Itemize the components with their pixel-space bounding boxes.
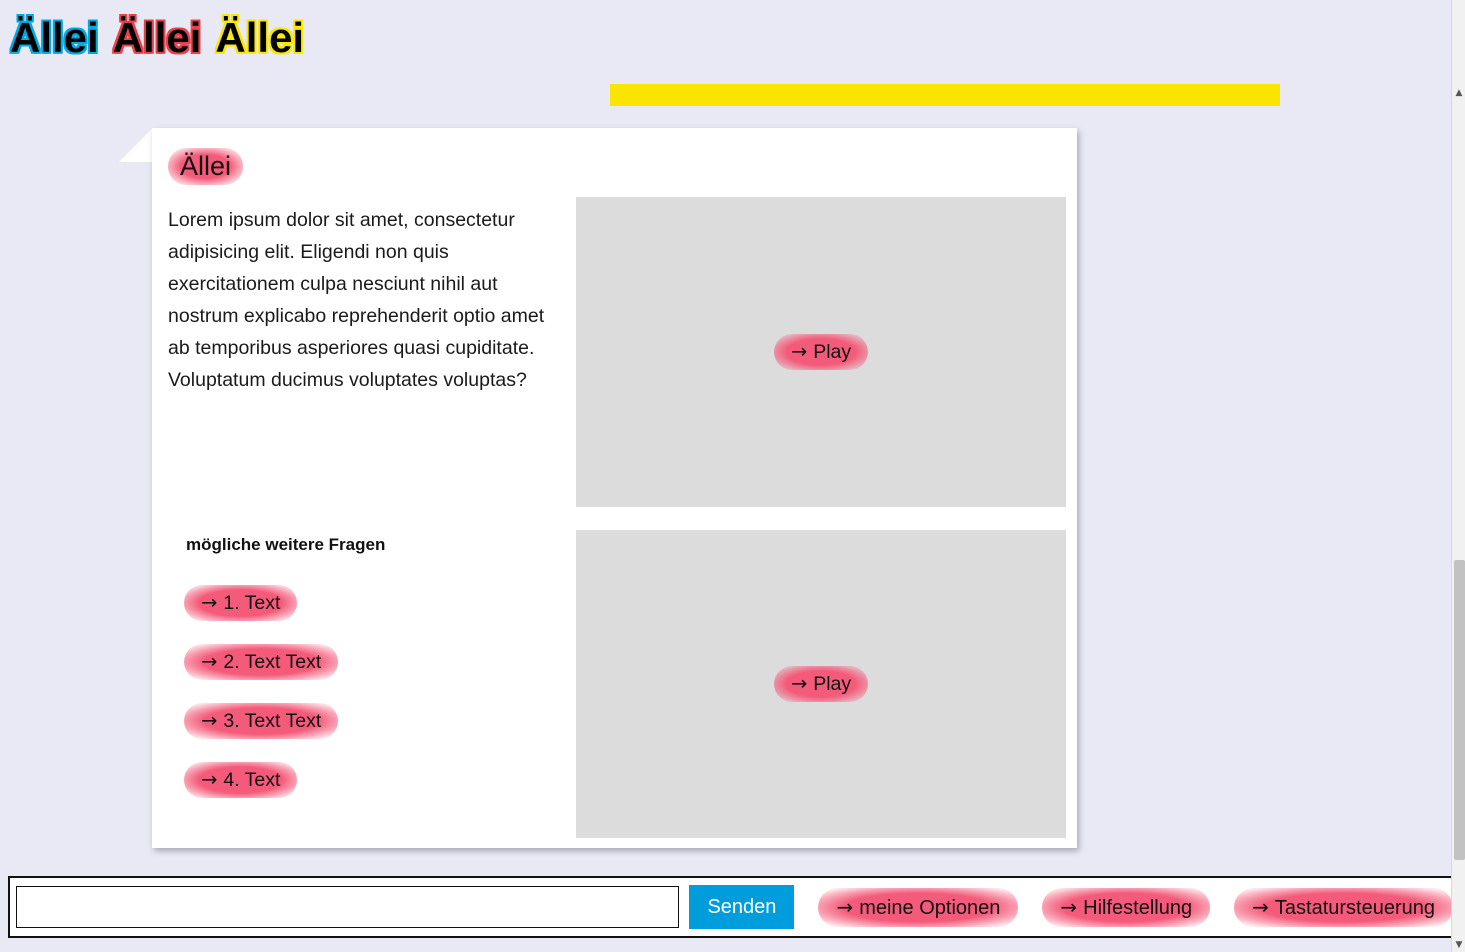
keyboard-control-label: Tastatursteuerung: [1274, 896, 1435, 919]
question-item-2[interactable]: [184, 644, 338, 680]
card-title: Ällei: [168, 148, 243, 185]
play-button-1[interactable]: [774, 334, 868, 370]
site-logo: [10, 14, 318, 62]
card-paragraph: Lorem ipsum dolor sit amet, consectetur adipisicing elit. Eligendi non quis exercitationem culpa nesciunt nihil aut nostrum explicabo reprehenderit optio amet ab temporibus asperiores quasi cupiditate. Voluptatum ducimus voluptates voluptas?: [168, 209, 545, 391]
help-button[interactable]: [1042, 888, 1210, 927]
logo-word-3: Ällei: [215, 14, 305, 61]
arrow-right-icon: →: [201, 591, 218, 614]
questions-list: [184, 585, 338, 821]
question-item-4-label: 4. Text: [223, 769, 281, 791]
question-item-3-label: 3. Text Text: [223, 710, 322, 732]
bottom-action-bar: [8, 876, 1461, 938]
question-item-3[interactable]: [184, 703, 338, 739]
message-input[interactable]: [16, 886, 679, 928]
media-placeholder-1: [576, 197, 1066, 507]
yellow-banner-strip: [610, 84, 1280, 106]
card-folded-corner: [119, 128, 153, 162]
media-placeholder-2: [576, 530, 1066, 838]
scroll-up-icon[interactable]: ▲: [1455, 88, 1463, 98]
play-button-2[interactable]: [774, 666, 868, 702]
question-item-1[interactable]: [184, 585, 297, 621]
logo-word-1: Ällei: [10, 14, 99, 61]
logo-word-2: Ällei: [112, 14, 202, 61]
arrow-right-icon: →: [201, 650, 218, 673]
arrow-right-icon: →: [201, 768, 218, 791]
scrollbar-thumb[interactable]: [1454, 560, 1465, 860]
play-button-1-label: Play: [813, 341, 852, 363]
help-label: Hilfestellung: [1083, 896, 1193, 919]
question-item-2-label: 2. Text Text: [223, 651, 322, 673]
question-item-4[interactable]: [184, 762, 297, 798]
arrow-right-icon: →: [1252, 894, 1269, 919]
arrow-right-icon: →: [836, 894, 854, 919]
scroll-down-icon[interactable]: ▼: [1455, 940, 1463, 950]
arrow-right-icon: →: [1060, 894, 1078, 919]
arrow-right-icon: →: [790, 672, 808, 695]
my-options-button[interactable]: [818, 888, 1018, 927]
questions-heading: mögliche weitere Fragen: [186, 535, 386, 554]
keyboard-control-button[interactable]: [1234, 888, 1453, 927]
arrow-right-icon: →: [201, 709, 218, 732]
question-item-1-label: 1. Text: [223, 592, 281, 614]
page-scrollbar[interactable]: [1451, 0, 1465, 952]
play-button-2-label: Play: [813, 673, 852, 695]
my-options-label: meine Optionen: [859, 896, 1001, 919]
arrow-right-icon: →: [790, 340, 808, 363]
send-button[interactable]: Senden: [689, 885, 794, 929]
